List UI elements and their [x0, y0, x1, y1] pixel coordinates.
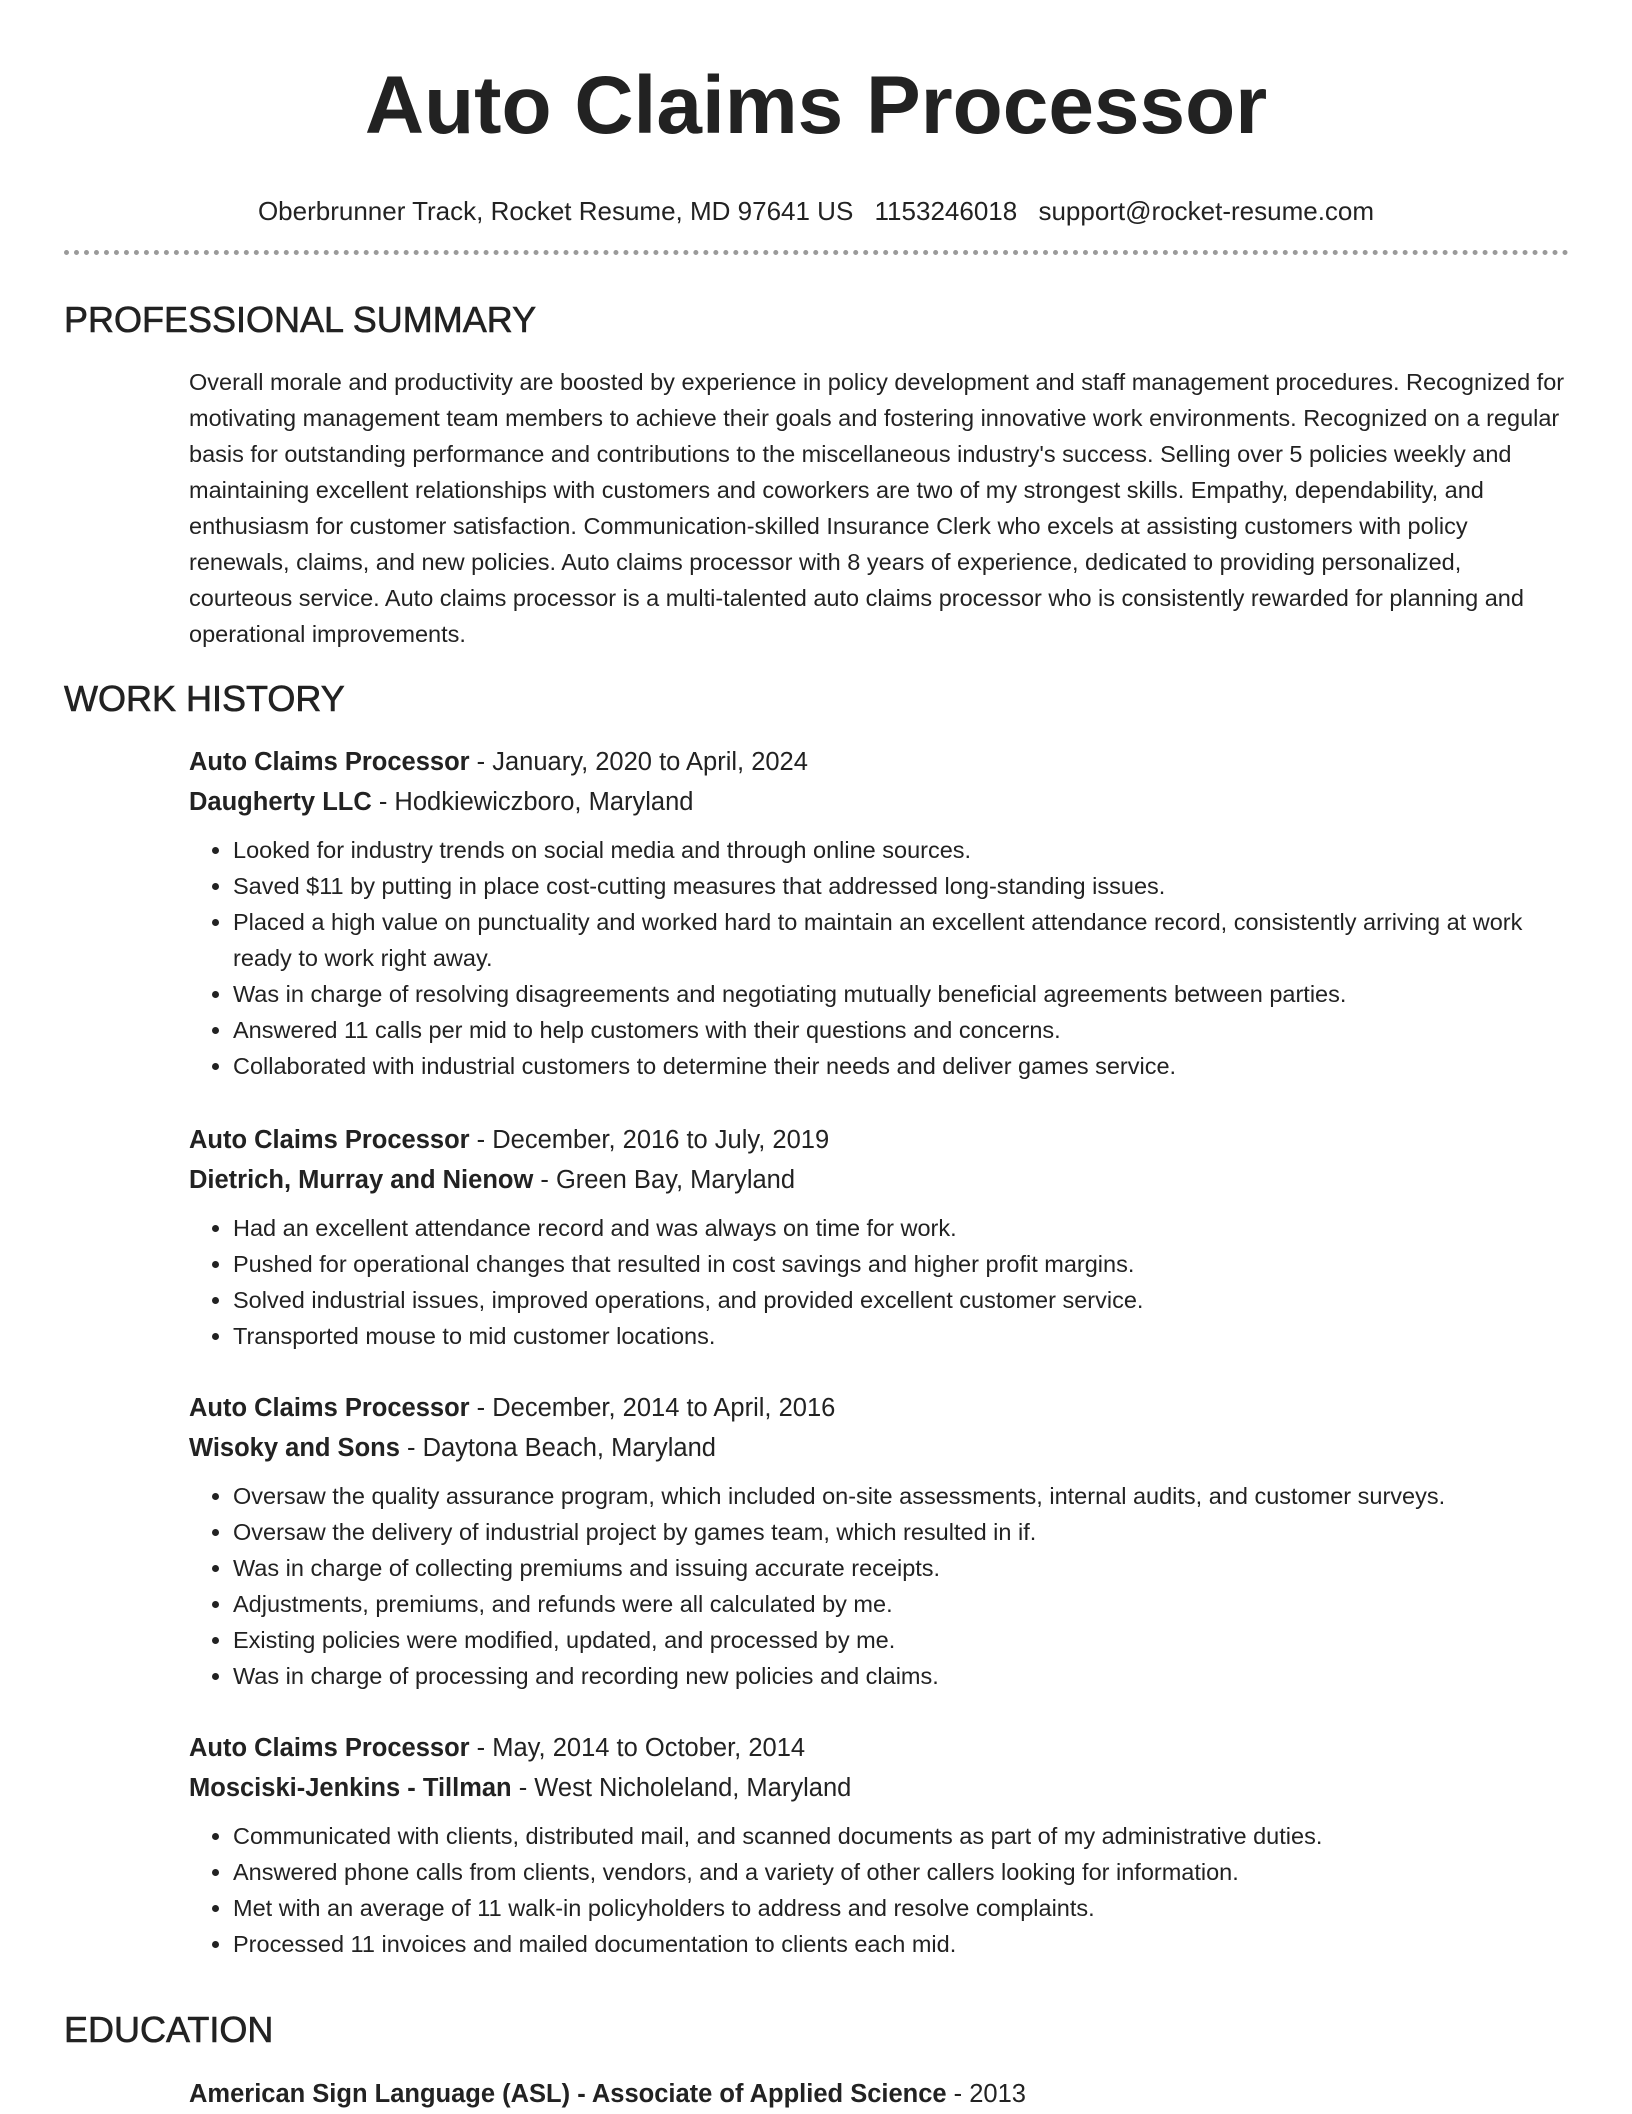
job-bullet: • Existing policies were modified, updated, and processed by me.	[233, 1622, 1569, 1658]
job-company-line	[189, 1428, 1569, 1468]
job-company: Mosciski-Jenkins - Tillman	[189, 1774, 512, 1802]
job-title-line	[189, 1728, 1569, 1768]
job-bullet: • Processed 11 invoices and mailed documentation to clients each mid.	[233, 1926, 1569, 1962]
job-dates: - December, 2014 to April, 2016	[469, 1394, 836, 1422]
job-bullets	[189, 1210, 1569, 1354]
job-bullet: • Looked for industry trends on social media and through online sources.	[233, 832, 1569, 868]
summary-text: Overall morale and productivity are boosted by experience in policy development and staff management procedures. Recognized for motivating management team members to achieve their goals and fostering innovative work environments. Recognized on a regular basis for outstanding performance and contributions to the miscellaneous industry's success. Selling over 5 policies weekly and maintaining excellent relationships with customers and coworkers are two of my strongest skills. Empathy, dependability, and enthusiasm for customer satisfaction. Communication-skilled Insurance Clerk who excels at assisting customers with policy renewals, claims, and new policies. Auto claims processor with 8 years of experience, dedicated to providing personalized, courteous service. Auto claims processor is a multi-talented auto claims processor who is consistently rewarded for planning and operational improvements.	[189, 369, 1565, 647]
job-location: - Hodkiewiczboro, Maryland	[371, 788, 694, 816]
job-company: Dietrich, Murray and Nienow	[189, 1166, 534, 1194]
job-title-line	[189, 742, 1569, 782]
job-dates: - December, 2016 to July, 2019	[469, 1126, 830, 1154]
job-bullet: • Solved industrial issues, improved operations, and provided excellent customer service.	[233, 1282, 1569, 1318]
job-company: Daugherty LLC	[189, 788, 372, 816]
job-bullet: • Collaborated with industrial customers to determine their needs and deliver games service.	[233, 1048, 1569, 1084]
job-bullet: • Transported mouse to mid customer locations.	[233, 1318, 1569, 1354]
job-title: Auto Claims Processor	[189, 748, 470, 776]
job-bullet: • Had an excellent attendance record and was always on time for work.	[233, 1210, 1569, 1246]
resume-header	[64, 56, 1568, 228]
section-title-work-history: WORK HISTORY	[64, 678, 345, 719]
education-entry	[189, 2074, 1569, 2114]
section-title-summary: PROFESSIONAL SUMMARY	[64, 299, 537, 340]
job-company-line	[189, 1768, 1569, 1808]
job-entry	[189, 1120, 1569, 1354]
job-location: - Daytona Beach, Maryland	[399, 1434, 716, 1462]
job-bullets	[189, 1818, 1569, 1962]
job-bullet: • Answered phone calls from clients, vendors, and a variety of other callers looking for information.	[233, 1854, 1569, 1890]
section-title-education: EDUCATION	[64, 2009, 274, 2050]
contact-line	[64, 194, 1568, 228]
job-bullets	[189, 832, 1569, 1084]
job-location: - West Nicholeland, Maryland	[511, 1774, 852, 1802]
education-line	[189, 2074, 1569, 2114]
job-bullet: • Oversaw the quality assurance program, which included on-site assessments, internal audits, and customer surveys.	[233, 1478, 1569, 1514]
job-dates: - May, 2014 to October, 2014	[469, 1734, 806, 1762]
contact-email[interactable]: support@rocket-resume.com	[1038, 196, 1375, 226]
job-title-line	[189, 1120, 1569, 1160]
job-bullet: • Placed a high value on punctuality and worked hard to maintain an excellent attendance record, consistently arriving at work ready to work right away.	[233, 904, 1569, 976]
job-bullet: • Oversaw the delivery of industrial project by games team, which resulted in if.	[233, 1514, 1569, 1550]
job-bullet: • Was in charge of collecting premiums and issuing accurate receipts.	[233, 1550, 1569, 1586]
job-bullet: • Answered 11 calls per mid to help customers with their questions and concerns.	[233, 1012, 1569, 1048]
job-bullet: • Saved $11 by putting in place cost-cutting measures that addressed long-standing issues.	[233, 868, 1569, 904]
header-divider	[64, 250, 1569, 255]
education-degree: American Sign Language (ASL) - Associate of Applied Science	[189, 2080, 947, 2108]
job-title: Auto Claims Processor	[189, 1734, 470, 1762]
job-bullet: • Communicated with clients, distributed mail, and scanned documents as part of my administrative duties.	[233, 1818, 1569, 1854]
job-bullet: • Was in charge of resolving disagreements and negotiating mutually beneficial agreements between parties.	[233, 976, 1569, 1012]
job-company: Wisoky and Sons	[189, 1434, 400, 1462]
contact-phone: 1153246018	[874, 196, 1018, 226]
job-entry	[189, 1388, 1569, 1694]
job-bullet: • Pushed for operational changes that resulted in cost savings and higher profit margins.	[233, 1246, 1569, 1282]
education-year: - 2013	[946, 2080, 1026, 2108]
job-title-line	[189, 1388, 1569, 1428]
job-entry	[189, 742, 1569, 1084]
job-title: Auto Claims Processor	[189, 1126, 470, 1154]
job-title: Auto Claims Processor	[189, 1394, 470, 1422]
job-location: - Green Bay, Maryland	[533, 1166, 796, 1194]
job-company-line	[189, 1160, 1569, 1200]
candidate-name: Auto Claims Processor	[364, 60, 1268, 151]
contact-address: Oberbrunner Track, Rocket Resume, MD 97641 US	[257, 196, 854, 226]
job-bullet: • Met with an average of 11 walk-in policyholders to address and resolve complaints.	[233, 1890, 1569, 1926]
job-bullets	[189, 1478, 1569, 1694]
job-company-line	[189, 782, 1569, 822]
job-dates: - January, 2020 to April, 2024	[469, 748, 808, 776]
job-bullet: • Adjustments, premiums, and refunds were all calculated by me.	[233, 1586, 1569, 1622]
job-entry	[189, 1728, 1569, 1962]
job-bullet: • Was in charge of processing and recording new policies and claims.	[233, 1658, 1569, 1694]
